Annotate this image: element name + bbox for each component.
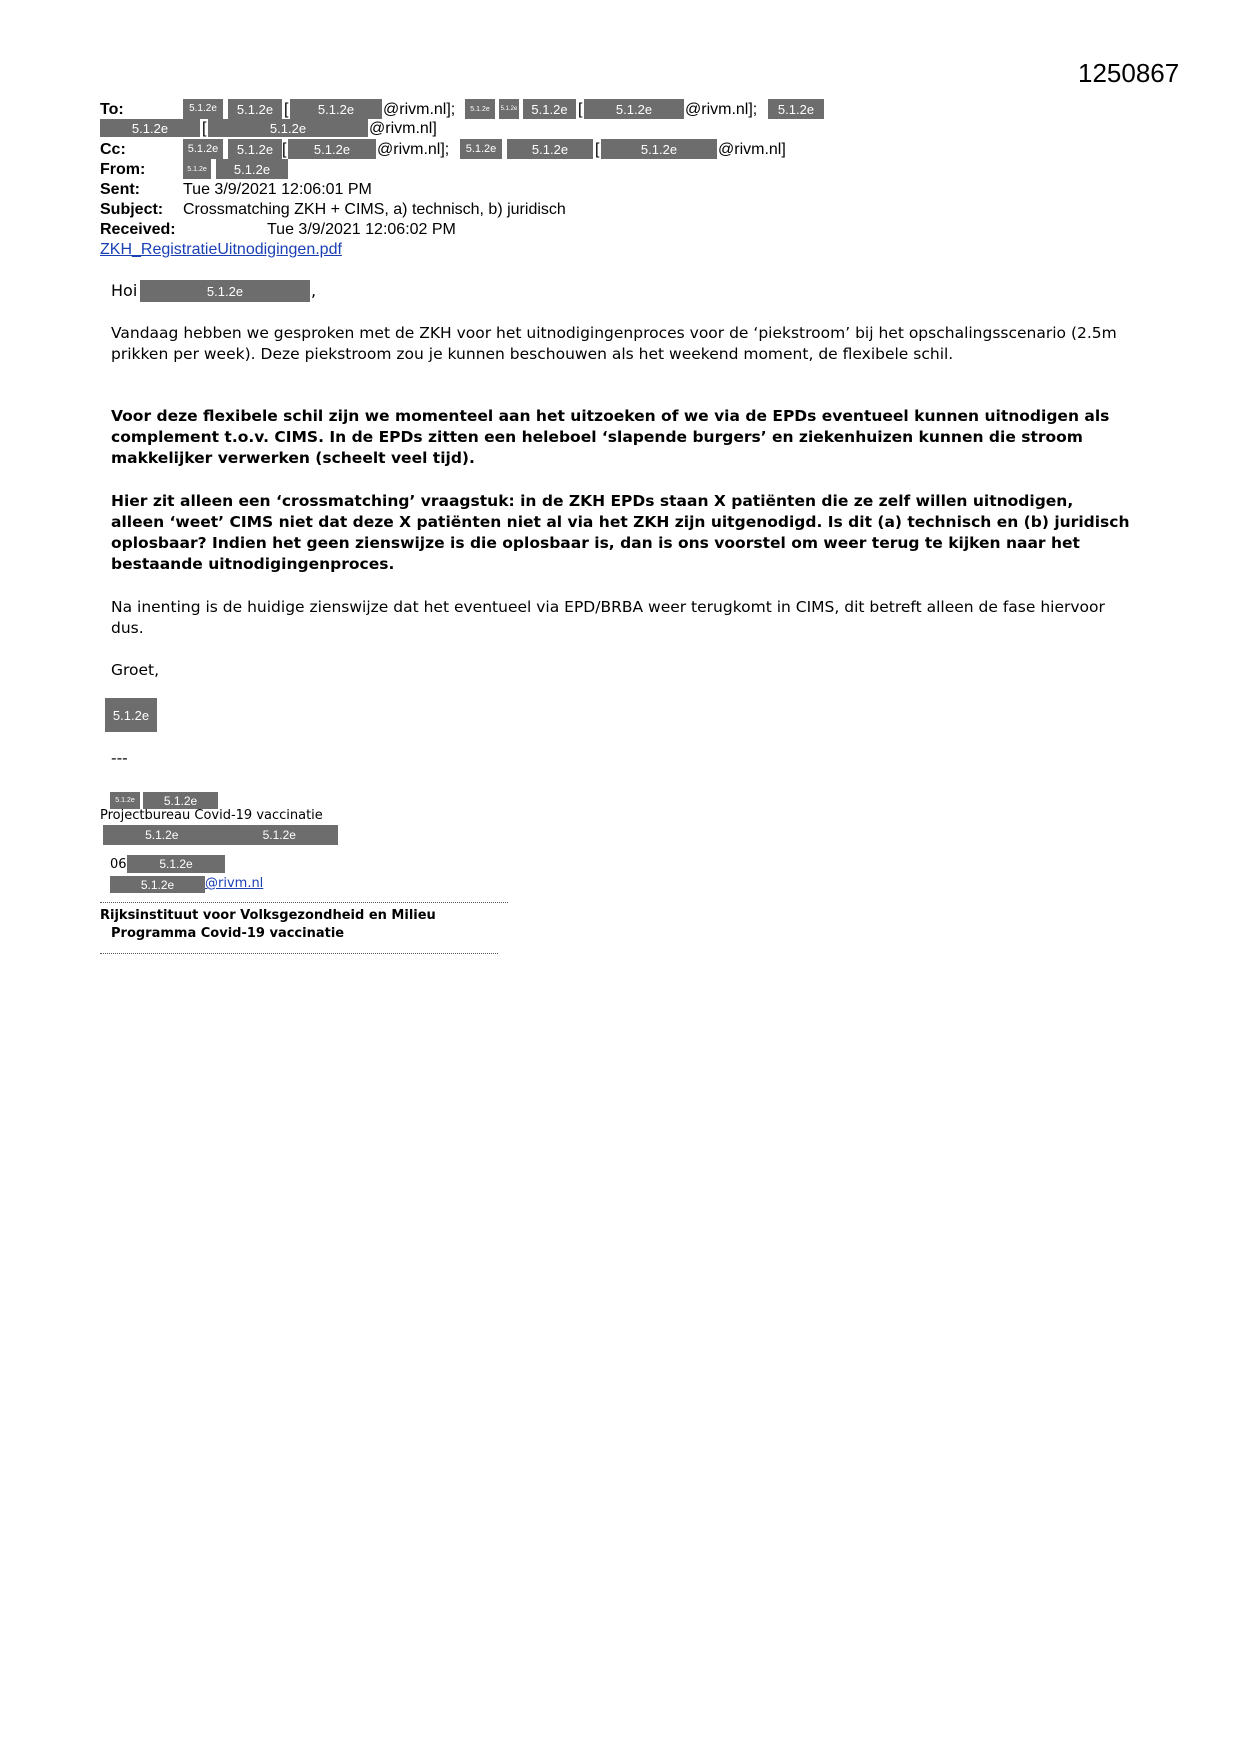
email-domain: @rivm.nl] [718, 141, 786, 158]
attachment-link[interactable]: ZKH_RegistratieUitnodigingen.pdf [100, 241, 342, 258]
divider [100, 953, 498, 954]
redaction-box: 5.1.2e [460, 139, 502, 159]
redaction-box: 5.1.2e [183, 99, 223, 119]
redaction-box: 5.1.2e [601, 139, 717, 159]
closing: Groet, [111, 661, 160, 679]
redaction-box: 5.1.2e [228, 139, 282, 159]
sent-value: Tue 3/9/2021 12:06:01 PM [183, 181, 372, 198]
document-number: 1250867 [1078, 58, 1180, 88]
cc-label: Cc: [100, 141, 126, 158]
redaction-box: 5.1.2e [110, 876, 205, 893]
redaction-box: 5.1.2e [140, 280, 310, 302]
bracket-open: [ [282, 141, 287, 158]
email-domain: @rivm.nl]; [383, 101, 456, 118]
received-label: Received: [100, 221, 176, 238]
redaction-box: 5.1.2e [100, 119, 200, 137]
redaction-box: 5.1.2e [768, 99, 824, 119]
redaction-box: 5.1.2e [523, 99, 576, 119]
redaction-box [103, 825, 338, 845]
email-link[interactable]: @rivm.nl [205, 876, 264, 891]
body-paragraph-2: Voor deze flexibele schil zijn we momenteel aan het uitzoeken of we via de EPDs eventueel kunnen uitnodigen als complement t.o.v. CIMS. In de EPDs zitten een heleboel ‘slapende burgers’ en ziekenhuizen kunnen die stroom makkelijker verwerken (scheelt veel tijd). [111, 407, 1110, 467]
redaction-box: 5.1.2e [127, 855, 225, 873]
phone-prefix: 06 [110, 857, 127, 872]
signature-project: Projectbureau Covid-19 vaccinatie [100, 808, 323, 823]
bracket-open: [ [578, 101, 583, 118]
redaction-box: 5.1.2e [110, 792, 140, 809]
redaction-box: 5.1.2e [183, 139, 223, 159]
org-programme: Programma Covid-19 vaccinatie [111, 926, 345, 941]
org-name: Rijksinstituut voor Volksgezondheid en Milieu [100, 908, 436, 923]
redaction-box: 5.1.2e [208, 119, 368, 137]
subject-value: Crossmatching ZKH + CIMS, a) technisch, b) juridisch [183, 201, 566, 218]
sent-label: Sent: [100, 181, 140, 198]
redaction-box: 5.1.2e [228, 99, 282, 119]
body-paragraph-4: Na inenting is de huidige zienswijze dat het eventueel via EPD/BRBA weer terugkomt in CIMS, dit betreft alleen de fase hiervoor dus. [111, 598, 1105, 637]
redaction-box: 5.1.2e [465, 99, 495, 119]
divider [100, 902, 508, 903]
body-paragraph-1: Vandaag hebben we gesproken met de ZKH voor het uitnodigingenproces voor de ‘piekstroom’ bij het opschalingsscenario (2.5m prikken per week). Deze piekstroom zou je kunnen beschouwen als het weekend moment, de flexibele schil. [111, 324, 1117, 363]
redaction-box: 5.1.2e [290, 99, 382, 119]
subject-label: Subject: [100, 201, 164, 218]
greeting: Hoi [111, 281, 138, 300]
email-domain: @rivm.nl] [369, 120, 437, 137]
redaction-box: 5.1.2e [216, 159, 288, 179]
to-label: To: [100, 101, 124, 118]
greeting-comma: , [311, 281, 317, 300]
redaction-code: 5.1.2e [262, 828, 296, 842]
separator: --- [111, 749, 128, 767]
redaction-box: 5.1.2e [288, 139, 376, 159]
redaction-box: 5.1.2e [105, 698, 157, 732]
from-label: From: [100, 161, 146, 178]
received-value: Tue 3/9/2021 12:06:02 PM [267, 221, 456, 238]
email-domain: @rivm.nl]; [685, 101, 758, 118]
redaction-code: 5.1.2e [145, 828, 179, 842]
redaction-box: 5.1.2e [183, 159, 211, 179]
redaction-box: 5.1.2e [507, 139, 593, 159]
bracket-open: [ [202, 120, 207, 137]
email-domain: @rivm.nl]; [377, 141, 450, 158]
redaction-box: 5.1.2e [499, 99, 519, 119]
bracket-open: [ [284, 101, 289, 118]
body-paragraph-3: Hier zit alleen een ‘crossmatching’ vraagstuk: in de ZKH EPDs staan X patiënten die ze zelf willen uitnodigen, alleen ‘weet’ CIMS niet dat deze X patiënten niet al via het ZKH zijn uitgenodigd. Is dit (a) technisch en (b) juridisch oplosbaar? Indien het geen zienswijze is die oplosbaar is, dan is ons voorstel om weer terug te kijken naar het bestaande uitnodigingenproces. [111, 492, 1130, 573]
redaction-box: 5.1.2e [584, 99, 684, 119]
bracket-open: [ [595, 141, 600, 158]
redaction-box: 5.1.2e [143, 792, 218, 809]
